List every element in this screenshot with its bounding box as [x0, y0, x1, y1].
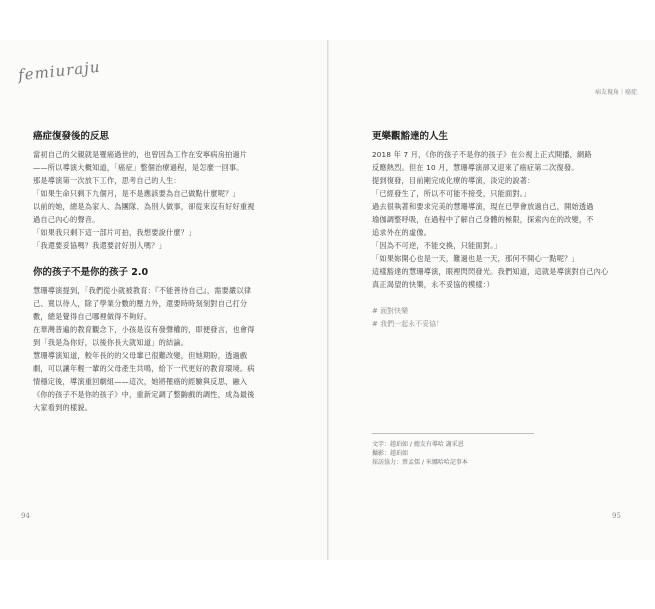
credit-line: 採訪協力：蔡孟儒 / 米娜哈哈記事本 — [372, 459, 468, 466]
paragraph-line: 以前的她，總是為家人、為團隊、為別人做事，卻從來沒有好好重視 — [33, 202, 255, 211]
hashtag: # 面對快樂 — [372, 307, 409, 315]
paragraph-line: 己、寬以待人，除了學業分數的壓力外，還要時時刻刻對自己打分 — [33, 299, 248, 308]
paragraph-line: 過自己內心的聲音。 — [33, 215, 100, 224]
paragraph-line: 這樣豁達的慧珊導演，眼裡閃閃發光。我們知道，這就是導演對自己內心 — [372, 267, 609, 276]
page-number-right: 95 — [612, 512, 621, 520]
paragraph-line: 當初自己的父親就是罹癌過世的，也曾因為工作在安寧病房拍過片 — [33, 150, 248, 159]
paragraph-line: 那是導演第一次放下工作，思考自己的人生： — [33, 176, 181, 185]
running-header: 病友視角｜癌症 — [594, 89, 637, 96]
paragraph-line: 2018 年 7 月，《你的孩子不是你的孩子》在公視上正式開播，網路 — [372, 150, 592, 159]
paragraph-line: 慧珊導演知道，較年長的的父母輩已很難改變，但她期盼，透過戲 — [33, 351, 248, 360]
right-column — [372, 128, 627, 331]
paragraph-line: 到「我是為你好，以後你長大就知道」的結論。 — [33, 338, 189, 347]
paragraph-line: ——所以導演大概知道，「癌症」整個治療過程，是怎麼一回事。 — [33, 163, 244, 172]
hashtag: # 我們一起永不妥協！ — [372, 320, 444, 328]
page-number-left: 94 — [21, 512, 30, 520]
credits-block — [372, 440, 572, 467]
paragraph-line: 慧珊導演提到，「我們從小就被教育：『不能善待自己』，需要嚴以律 — [33, 286, 252, 295]
left-column — [33, 128, 288, 414]
paragraph-line: 在華灣普遍的教育觀念下，小孩是沒有發聲權的，即便發言，也會得 — [33, 325, 255, 334]
paragraph-line: 「如果生命只剩下九個月，是不是應該要為自己做點什麼呢？」 — [33, 189, 240, 198]
paragraph-line: 提到復發，目前剛完成化療的導演，淡定的說著： — [372, 176, 535, 185]
paragraph-line: 真正渴望的快樂，永不妥協的模樣：） — [372, 280, 494, 289]
paragraph-line: 「因為不可逆，不能交換，只能面對。」 — [372, 241, 502, 250]
paragraph-line: 「如果我只剩下這一部片可拍，我想要說什麼？」 — [33, 228, 196, 237]
paragraph-line: 「我還要妥協嗎？我還要討好別人嗎？」 — [33, 241, 166, 250]
section-title-optimistic-life: 更樂觀豁達的人生 — [372, 131, 449, 142]
hashtag-list — [372, 305, 627, 331]
paragraph-line: 數，總是覺得自己哪裡做得不夠好。 — [33, 312, 152, 321]
paragraph-line: 《你的孩子不是你的孩子》中，重新定調了整齣戲的調性，成為最後 — [33, 390, 255, 399]
paragraph-line: 過去很執著和要求完美的慧珊導演，現在已學會放過自己，開始透過 — [372, 202, 594, 211]
paragraph-line: 反應熱烈。但在 10 月，慧珊導演卻又迎來了癌症第二次復發。 — [372, 163, 579, 172]
paragraph-line: 情穩定後，導演重回劇組——這次，她將罹癌的經驗與反思，融入 — [33, 377, 248, 386]
paragraph-line: 劇，可以讓年輕一輩的父母產生共鳴，給下一代更好的教育環境。病 — [33, 364, 255, 373]
credit-line: 文字：趙珀如 / 總友有導哈 謝采恩 — [372, 441, 464, 448]
paragraph-line: 大家看到的樣貌。 — [33, 403, 93, 412]
section-title-your-children: 你的孩子不是你的孩子 2.0 — [33, 267, 149, 278]
section-title-reflection: 癌症復發後的反思 — [33, 131, 110, 142]
paragraph-line: 瑜伽調整呼吸，在過程中了解自己身體的極限，探索內在的改變，不 — [372, 215, 594, 224]
credit-line: 攝影：趙珀如 — [372, 450, 409, 457]
paragraph-line: 追求外在的虛像。 — [372, 228, 432, 237]
paragraph-line: 「如果妳開心也是一天，難過也是一天，那何不開心一點呢？」 — [372, 254, 579, 263]
credits-divider — [372, 433, 534, 434]
handwritten-signature: femiuraju — [17, 57, 102, 85]
paragraph-line: 「已經發生了，所以不可能不接受，只能面對。」 — [372, 189, 531, 198]
